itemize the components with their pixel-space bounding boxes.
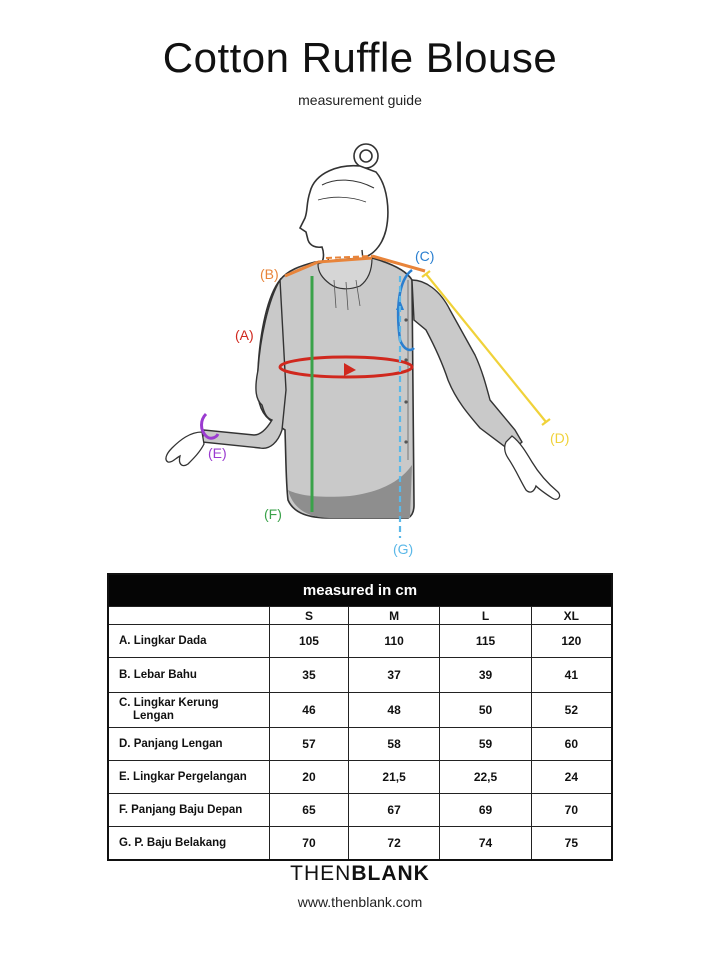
table-row — [108, 761, 612, 794]
row-label-line2: Lengan — [133, 710, 174, 722]
right-sleeve — [412, 280, 522, 448]
cell-value: 21,5 — [348, 761, 439, 794]
table-header-row — [108, 574, 612, 607]
row-label: B. Lebar Bahu — [108, 658, 270, 693]
cell-value: 59 — [440, 728, 531, 761]
measurement-illustration — [150, 130, 610, 560]
cell-value: 24 — [531, 761, 612, 794]
page-subtitle: measurement guide — [298, 92, 422, 108]
cell-value: 60 — [531, 728, 612, 761]
size-columns-row — [108, 607, 612, 625]
row-label: F. Panjang Baju Depan — [108, 794, 270, 827]
size-chart-table — [107, 573, 613, 861]
column-size-l: L — [440, 607, 531, 625]
brand-part-then: THEN — [290, 862, 352, 885]
cell-value: 110 — [348, 625, 439, 658]
column-size-xl: XL — [531, 607, 612, 625]
row-label — [108, 693, 270, 728]
cell-value: 72 — [348, 827, 439, 861]
table-row — [108, 693, 612, 728]
column-size-m: M — [348, 607, 439, 625]
cell-value: 50 — [440, 693, 531, 728]
label-d: (D) — [550, 430, 570, 446]
cell-value: 39 — [440, 658, 531, 693]
blouse-figure-svg — [150, 130, 610, 560]
cell-value: 105 — [270, 625, 349, 658]
left-sleeve — [202, 280, 286, 448]
cell-value: 65 — [270, 794, 349, 827]
cell-value: 41 — [531, 658, 612, 693]
page-title: Cotton Ruffle Blouse — [162, 34, 558, 81]
row-label: D. Panjang Lengan — [108, 728, 270, 761]
column-size-s: S — [270, 607, 349, 625]
cell-value: 70 — [531, 794, 612, 827]
column-label-blank — [108, 607, 270, 625]
table-row — [108, 728, 612, 761]
row-label: G. P. Baju Belakang — [108, 827, 270, 861]
table-row — [108, 658, 612, 693]
brand-part-blank: BLANK — [351, 862, 430, 885]
label-g: (G) — [393, 541, 414, 557]
label-c: (C) — [415, 248, 435, 264]
cell-value: 69 — [440, 794, 531, 827]
cell-value: 22,5 — [440, 761, 531, 794]
left-hand — [166, 432, 204, 466]
cell-value: 70 — [270, 827, 349, 861]
cell-value: 48 — [348, 693, 439, 728]
website-link[interactable]: www.thenblank.com — [297, 894, 423, 910]
cell-value: 35 — [270, 658, 349, 693]
row-label: A. Lingkar Dada — [108, 625, 270, 658]
table-row — [108, 827, 612, 861]
row-label-line1: C. Lingkar Kerung — [119, 697, 219, 709]
cell-value: 74 — [440, 827, 531, 861]
table-row — [108, 794, 612, 827]
cell-value: 58 — [348, 728, 439, 761]
label-f: (F) — [264, 506, 282, 522]
cell-value: 67 — [348, 794, 439, 827]
brand-logo — [0, 862, 720, 886]
figure-head — [300, 144, 388, 264]
cell-value: 20 — [270, 761, 349, 794]
cell-value: 120 — [531, 625, 612, 658]
cell-value: 52 — [531, 693, 612, 728]
row-label: E. Lingkar Pergelangan — [108, 761, 270, 794]
cell-value: 115 — [440, 625, 531, 658]
label-b: (B) — [260, 266, 279, 282]
cell-value: 37 — [348, 658, 439, 693]
cell-value: 75 — [531, 827, 612, 861]
cell-value: 57 — [270, 728, 349, 761]
table-row — [108, 625, 612, 658]
label-e: (E) — [208, 445, 227, 461]
table-header: measured in cm — [108, 574, 612, 607]
label-a: (A) — [235, 327, 254, 343]
cell-value: 46 — [270, 693, 349, 728]
